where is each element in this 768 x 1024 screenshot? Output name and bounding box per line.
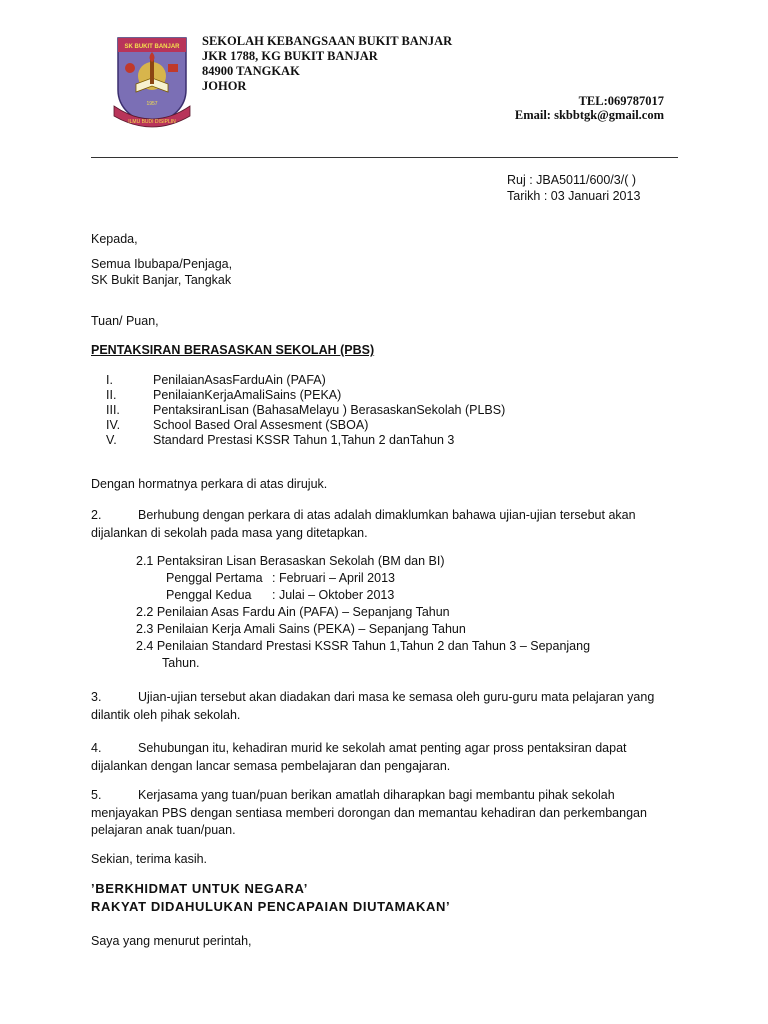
paragraph-line: menjayakan PBS dengan sentiasa memberi dorongan dan memantau kehadiran dan perkembangan: [91, 805, 647, 820]
term-value: : Februari – April 2013: [272, 571, 395, 585]
paragraph-line: Sehubungan itu, kehadiran murid ke sekolah amat penting agar pross pentaksiran dapat: [138, 741, 627, 755]
school-name: SEKOLAH KEBANGSAAN BUKIT BANJAR: [202, 34, 453, 48]
svg-text:ILMU BUDI DISIPLIN: ILMU BUDI DISIPLIN: [128, 119, 176, 125]
schedule-item-2-1: 2.1 Pentaksiran Lisan Berasaskan Sekolah (BM dan BI): [136, 554, 445, 568]
letter-date: Tarikh : 03 Januari 2013: [507, 189, 641, 203]
salutation: Tuan/ Puan,: [91, 314, 159, 328]
paragraph-line: dijalankan dengan lancar semasa pembelajaran dan pengajaran.: [91, 758, 451, 773]
reference-number: Ruj : JBA5011/600/3/( ): [507, 173, 637, 187]
recipient-heading: Kepada,: [91, 232, 138, 246]
list-item: [106, 418, 706, 433]
paragraph-number: 2.: [91, 508, 102, 522]
letter-subject: PENTAKSIRAN BERASASKAN SEKOLAH (PBS): [91, 343, 375, 357]
schedule-term-1: [166, 570, 395, 587]
list-item: [106, 403, 706, 418]
list-item: [106, 373, 706, 388]
motto-line-2: RAKYAT DIDAHULUKAN PENCAPAIAN DIUTAMAKAN’: [91, 899, 451, 914]
term-label: Penggal Pertama: [166, 571, 263, 585]
school-crest-logo: [112, 28, 192, 134]
paragraph-5: [91, 787, 673, 840]
intro-sentence: Dengan hormatnya perkara di atas dirujuk.: [91, 477, 328, 491]
closing-remark: Sekian, terima kasih.: [91, 852, 208, 866]
paragraph-line: dilantik oleh pihak sekolah.: [91, 707, 241, 722]
term-label: Penggal Kedua: [166, 588, 252, 602]
school-address-line-3: JOHOR: [202, 79, 247, 93]
list-item-text: PenilaianAsasFarduAin (PAFA): [153, 373, 326, 387]
header-divider: [91, 157, 678, 158]
schedule-item-2-4: 2.4 Penilaian Standard Prestasi KSSR Tahun 1,Tahun 2 dan Tahun 3 – Sepanjang: [136, 639, 591, 653]
paragraph-4: [91, 740, 673, 775]
schedule-item-2-2: 2.2 Penilaian Asas Fardu Ain (PAFA) – Sepanjang Tahun: [136, 605, 450, 619]
paragraph-line: Ujian-ujian tersebut akan diadakan dari masa ke semasa oleh guru-guru mata pelajaran yang: [138, 690, 655, 704]
list-item-number: IV.: [106, 418, 121, 432]
paragraph-number: 3.: [91, 690, 102, 704]
list-item-text: PenilaianKerjaAmaliSains (PEKA): [153, 388, 342, 402]
paragraph-line: pelajaran anak tuan/puan.: [91, 823, 236, 837]
paragraph-2: [91, 507, 673, 542]
paragraph-number: 5.: [91, 788, 102, 802]
svg-text:SK BUKIT BANJAR: SK BUKIT BANJAR: [124, 44, 180, 50]
recipient-line-1: Semua Ibubapa/Penjaga,: [91, 257, 233, 271]
term-value: : Julai – Oktober 2013: [272, 588, 395, 602]
list-item: [106, 388, 706, 403]
schedule-term-2: [166, 587, 394, 604]
schedule-item-2-3: 2.3 Penilaian Kerja Amali Sains (PEKA) – Sepanjang Tahun: [136, 622, 466, 636]
school-telephone: TEL:069787017: [578, 94, 664, 108]
list-item-number: I.: [106, 373, 113, 387]
list-item-text: Standard Prestasi KSSR Tahun 1,Tahun 2 danTahun 3: [153, 433, 455, 447]
paragraph-line: Berhubung dengan perkara di atas adalah dimaklumkan bahawa ujian-ujian tersebut akan: [138, 508, 636, 522]
recipient-line-2: SK Bukit Banjar, Tangkak: [91, 273, 232, 287]
list-item-number: V.: [106, 433, 117, 447]
paragraph-number: 4.: [91, 741, 102, 755]
list-item-number: III.: [106, 403, 120, 417]
school-email: Email: skbbtgk@gmail.com: [514, 108, 664, 122]
paragraph-3: [91, 689, 673, 724]
list-item-text: PentaksiranLisan (BahasaMelayu ) BerasaskanSekolah (PLBS): [153, 403, 506, 417]
school-address-line-1: JKR 1788, KG BUKIT BANJAR: [202, 49, 378, 63]
motto-line-1: ’BERKHIDMAT UNTUK NEGARA’: [91, 881, 308, 896]
svg-text:1957: 1957: [146, 101, 158, 107]
school-address-line-2: 84900 TANGKAK: [202, 64, 300, 78]
schedule-item-2-4-continued: Tahun.: [162, 656, 200, 670]
list-item: [106, 433, 706, 448]
list-item-number: II.: [106, 388, 117, 402]
paragraph-line: dijalankan di sekolah pada masa yang ditetapkan.: [91, 525, 368, 540]
list-item-text: School Based Oral Assesment (SBOA): [153, 418, 369, 432]
sign-off: Saya yang menurut perintah,: [91, 934, 252, 948]
paragraph-line: Kerjasama yang tuan/puan berikan amatlah diharapkan bagi membantu pihak sekolah: [138, 788, 615, 802]
